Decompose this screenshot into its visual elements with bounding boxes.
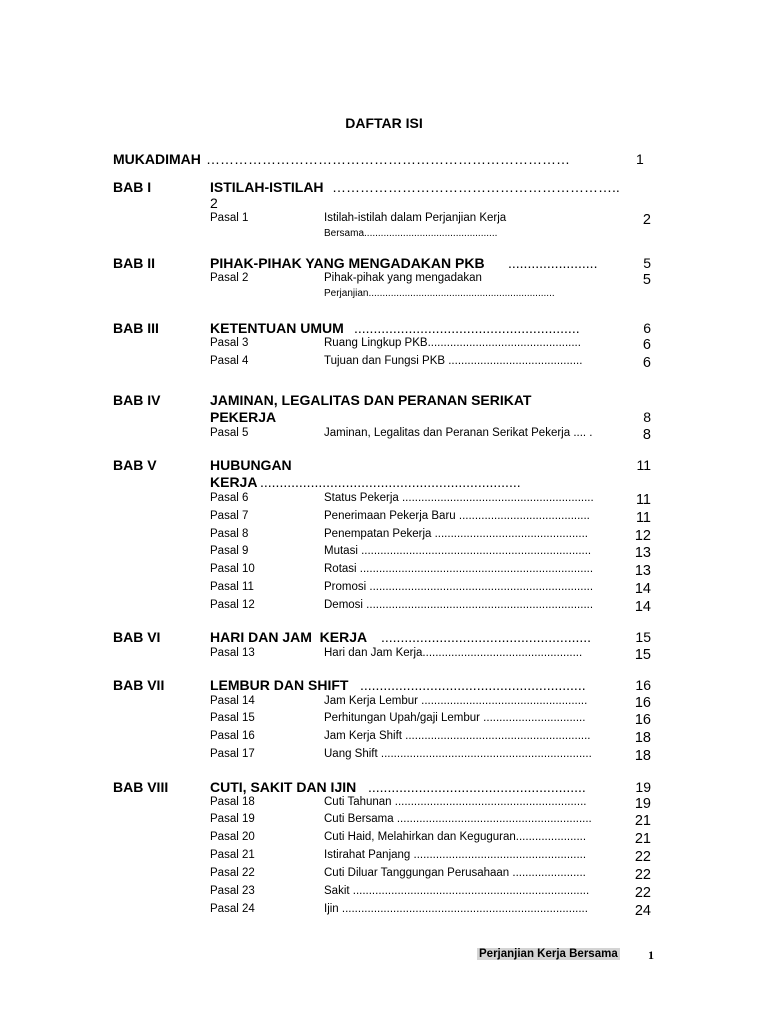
pasal-title: Jam Kerja Lembur ....................................................	[324, 695, 588, 707]
pasal-label: Pasal 17	[210, 748, 255, 760]
pasal-label: Pasal 9	[210, 545, 249, 557]
bab-label: BAB II	[113, 255, 155, 271]
pasal-page: 18	[634, 748, 651, 764]
pasal-title-cont: Perjanjian...................................................................	[324, 288, 555, 299]
bab-label: BAB V	[113, 457, 157, 473]
pasal-label: Pasal 21	[210, 849, 255, 861]
pasal-title: Penerimaan Pekerja Baru .........................................	[324, 510, 590, 522]
pasal-title: Pihak-pihak yang mengadakan	[324, 272, 482, 284]
bab-title: LEMBUR DAN SHIFT	[210, 677, 349, 693]
pasal-title: Cuti Diluar Tanggungan Perusahaan .......................	[324, 867, 586, 879]
bab-page: 5	[643, 255, 651, 271]
pasal-title: Istirahat Panjang ......................................................	[324, 849, 587, 861]
pasal-title: Ijin .............................................................................	[324, 903, 588, 915]
pasal-label: Pasal 13	[210, 647, 255, 659]
pasal-page: 11	[635, 492, 651, 508]
bab-page: 8	[643, 409, 651, 425]
pasal-title: Perhitungan Upah/gaji Lembur ................................	[324, 712, 586, 724]
mukadimah-label: MUKADIMAH	[113, 151, 201, 167]
bab-title: HARI DAN JAM KERJA	[210, 629, 368, 645]
pasal-label: Pasal 10	[210, 563, 255, 575]
pasal-label: Pasal 1	[210, 212, 249, 224]
pasal-label: Pasal 12	[210, 599, 255, 611]
bab-label: BAB VIII	[113, 779, 169, 795]
bab-label: BAB IV	[113, 392, 161, 408]
mukadimah-page: 1	[636, 151, 644, 167]
bab-title: ISTILAH-ISTILAH	[210, 179, 324, 195]
pasal-label: Pasal 4	[210, 355, 249, 367]
pasal-page: 14	[634, 581, 651, 597]
pasal-title: Hari dan Jam Kerja..................................................	[324, 647, 583, 659]
bab-dots: ......................................................	[381, 629, 592, 645]
pasal-page: 13	[634, 545, 651, 561]
pasal-label: Pasal 20	[210, 831, 255, 843]
pasal-page: 21	[634, 831, 651, 847]
pasal-page: 16	[634, 695, 651, 711]
pasal-title: Demosi .......................................................................	[324, 599, 594, 611]
pasal-page: 22	[634, 885, 651, 901]
pasal-label: Pasal 14	[210, 695, 255, 707]
pasal-title: Cuti Bersama .............................................................	[324, 813, 592, 825]
pasal-label: Pasal 6	[210, 492, 249, 504]
bab-title: HUBUNGAN	[210, 457, 292, 473]
pasal-title: Mutasi ........................................................................	[324, 545, 592, 557]
pasal-label: Pasal 23	[210, 885, 255, 897]
bab-title-cont: KERJA	[210, 474, 258, 490]
pasal-page: 11	[635, 510, 651, 526]
pasal-page: 15	[634, 647, 651, 663]
mukadimah-dots: ……………………………………………………………………	[206, 151, 570, 167]
pasal-title: Uang Shift ..................................................................	[324, 748, 592, 760]
pasal-title: Promosi ......................................................................	[324, 581, 594, 593]
footer-label: Perjanjian Kerja Bersama	[479, 948, 618, 960]
pasal-label: Pasal 19	[210, 813, 255, 825]
pasal-title: Jaminan, Legalitas dan Peranan Serikat Pekerja .... .	[324, 427, 593, 439]
pasal-title: Sakit ..........................................................................	[324, 885, 590, 897]
pasal-label: Pasal 7	[210, 510, 249, 522]
pasal-title: Jam Kerja Shift ..........................................................	[324, 730, 591, 742]
pasal-page: 16	[634, 712, 651, 728]
bab-title: JAMINAN, LEGALITAS DAN PERANAN SERIKAT	[210, 392, 532, 408]
footer-page-number: 1	[648, 948, 654, 962]
pasal-page: 22	[634, 849, 651, 865]
pasal-title: Istilah-istilah dalam Perjanjian Kerja	[324, 212, 507, 224]
pasal-label: Pasal 2	[210, 272, 249, 284]
pasal-title-cont: Bersama................................................	[324, 228, 498, 239]
pasal-page: 5	[642, 272, 651, 288]
pasal-page: 21	[634, 813, 651, 829]
bab-page: 15	[635, 629, 651, 645]
bab-page: 19	[635, 779, 651, 795]
bab-dots: .......................	[508, 255, 598, 271]
pasal-label: Pasal 24	[210, 903, 255, 915]
bab-title-cont: PEKERJA	[210, 409, 277, 425]
pasal-page: 6	[642, 355, 651, 371]
pasal-title: Cuti Tahunan ............................................................	[324, 796, 587, 808]
pasal-title: Tujuan dan Fungsi PKB ..........................................	[324, 355, 583, 367]
bab-page: 6	[643, 320, 651, 336]
pasal-label: Pasal 8	[210, 528, 249, 540]
bab-page: 2	[210, 195, 218, 211]
pasal-label: Pasal 16	[210, 730, 255, 742]
pasal-page: 19	[634, 796, 651, 812]
bab-dots: ...................................................................	[260, 474, 521, 490]
bab-title: CUTI, SAKIT DAN IJIN	[210, 779, 357, 795]
bab-page: 16	[635, 677, 651, 693]
pasal-label: Pasal 15	[210, 712, 255, 724]
pasal-label: Pasal 5	[210, 427, 249, 439]
bab-title: KETENTUAN UMUM	[210, 320, 344, 336]
bab-label: BAB I	[113, 179, 152, 195]
pasal-title: Cuti Haid, Melahirkan dan Keguguran......................	[324, 831, 587, 843]
bab-page: 11	[636, 457, 651, 473]
bab-dots: ……………………………………………………..	[332, 179, 620, 195]
pasal-page: 14	[634, 599, 651, 615]
pasal-page: 2	[642, 212, 651, 228]
pasal-page: 13	[634, 563, 651, 579]
pasal-label: Pasal 11	[210, 581, 254, 593]
bab-label: BAB III	[113, 320, 159, 336]
bab-dots: ..........................................................	[360, 677, 586, 693]
pasal-page: 24	[634, 903, 651, 919]
pasal-title: Ruang Lingkup PKB................................................	[324, 337, 581, 349]
pasal-page: 22	[634, 867, 651, 883]
pasal-title: Rotasi .........................................................................	[324, 563, 594, 575]
pasal-page: 6	[642, 337, 651, 353]
bab-label: BAB VI	[113, 629, 161, 645]
bab-label: BAB VII	[113, 677, 165, 693]
bab-title: PIHAK-PIHAK YANG MENGADAKAN PKB	[210, 255, 485, 271]
pasal-page: 18	[634, 730, 651, 746]
pasal-label: Pasal 3	[210, 337, 249, 349]
pasal-title: Penempatan Pekerja ................................................	[324, 528, 588, 540]
page-title: DAFTAR ISI	[345, 115, 423, 131]
pasal-label: Pasal 18	[210, 796, 255, 808]
pasal-page: 8	[642, 427, 651, 443]
bab-dots: ........................................................	[368, 779, 586, 795]
pasal-label: Pasal 22	[210, 867, 255, 879]
pasal-page: 12	[634, 528, 651, 544]
pasal-title: Status Pekerja ............................................................	[324, 492, 594, 504]
bab-dots: ..........................................................	[354, 320, 580, 336]
